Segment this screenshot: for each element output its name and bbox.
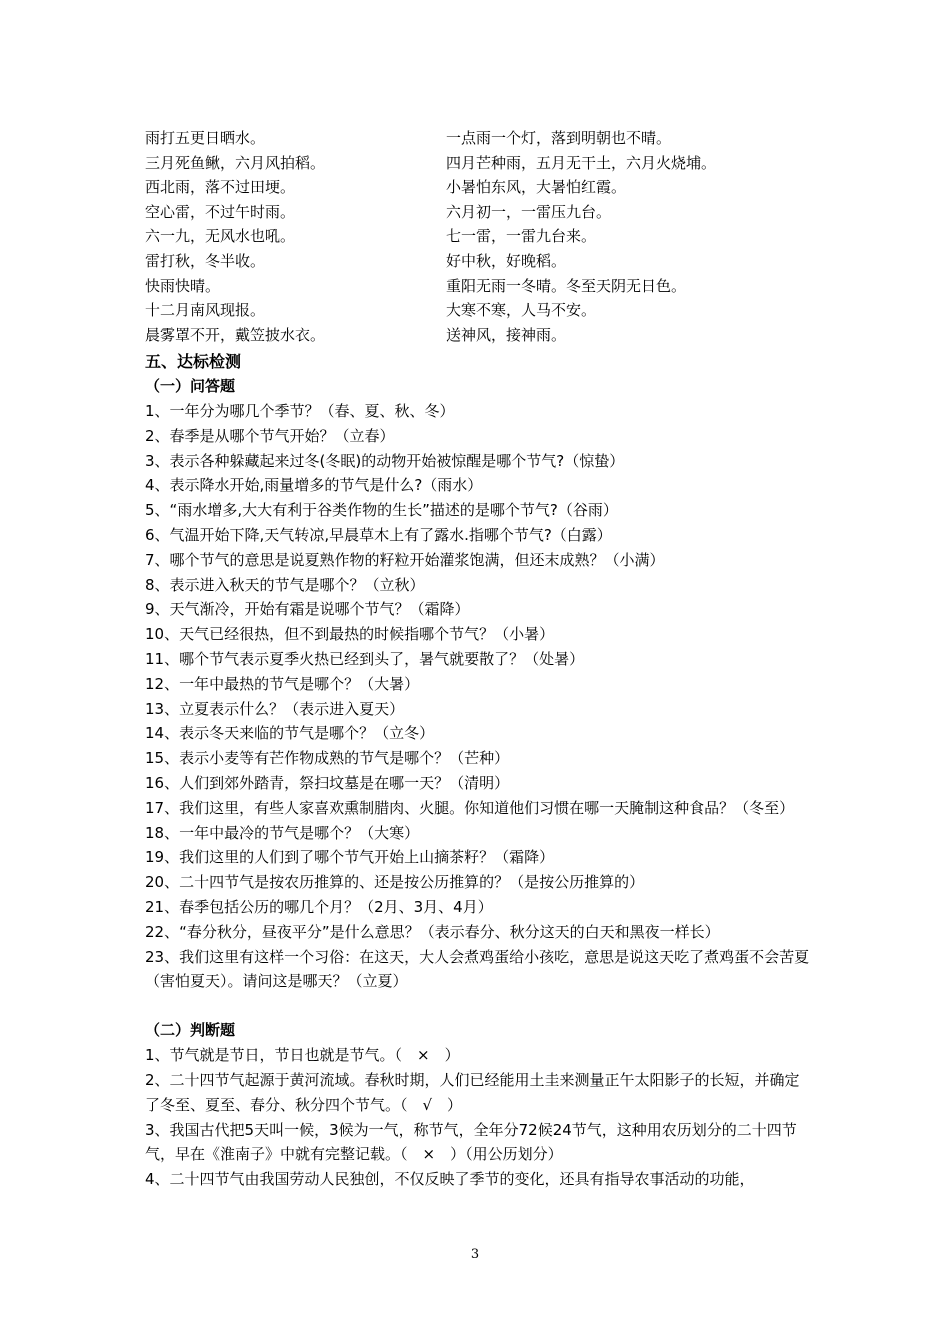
proverb-row [145, 175, 845, 200]
true-false-heading: （二）判断题 [145, 1021, 236, 1040]
proverb-left: 晨雾罩不开，戴笠披水衣。 [145, 325, 326, 344]
proverb-row [145, 274, 845, 299]
proverb-left: 十二月南风现报。 [145, 301, 266, 320]
question-item: 13、立夏表示什么？（表示进入夏天） [145, 699, 405, 718]
proverb-right: 大寒不寒，人马不安。 [446, 301, 597, 320]
question-item: 18、一年中最冷的节气是哪个？（大寒） [145, 823, 420, 842]
question-item: 4、表示降水开始,雨量增多的节气是什么?（雨水） [145, 476, 483, 495]
proverb-left: 快雨快晴。 [145, 276, 221, 295]
proverb-left: 雨打五更日晒水。 [145, 129, 266, 147]
proverb-left: 雷打秋，冬半收。 [145, 251, 266, 270]
proverb-row [145, 224, 845, 249]
proverb-row [145, 298, 845, 323]
judgement-item: 4、二十四节气由我国劳动人民独创，不仅反映了季节的变化，还具有指导农事活动的功能， [145, 1170, 755, 1189]
question-item: 6、气温开始下降,天气转凉,早晨草木上有了露水.指哪个节气?（白露） [145, 525, 612, 544]
proverb-left: 三月死鱼鳅，六月风拍稻。 [145, 153, 326, 172]
qa-heading: （一）问答题 [145, 377, 236, 395]
question-item: 15、表示小麦等有芒作物成熟的节气是哪个？（芒种） [145, 749, 510, 768]
question-item: 5、“雨水增多,大大有利于谷类作物的生长”描述的是哪个节气?（谷雨） [145, 501, 618, 520]
question-item: 10、天气已经很热，但不到最热的时候指哪个节气？（小暑） [145, 625, 555, 644]
proverb-left: 空心雷，不过午时雨。 [145, 202, 296, 221]
assessment-section [145, 350, 810, 1192]
question-item: 8、表示进入秋天的节气是哪个？（立秋） [145, 575, 425, 594]
proverb-right: 小暑怕东风，大暑怕红霞。 [446, 178, 627, 197]
proverb-right: 好中秋，好晚稻。 [446, 251, 567, 270]
question-item: 9、天气渐冷，开始有霜是说哪个节气？（霜降） [145, 600, 470, 619]
question-item: 11、哪个节气表示夏季火热已经到头了，暑气就要散了？（处暑） [145, 649, 585, 668]
proverb-row [145, 323, 845, 348]
proverb-row [145, 126, 845, 151]
question-item: 21、春季包括公历的哪几个月？（2月、3月、4月） [145, 897, 493, 916]
question-item: 3、表示各种躲藏起来过冬(冬眠)的动物开始被惊醒是哪个节气?（惊蛰） [145, 451, 625, 470]
question-item: 20、二十四节气是按农历推算的、还是按公历推算的？（是按公历推算的） [145, 873, 645, 892]
judgement-item: 1、节气就是节日，节日也就是节气。（ × ） [145, 1046, 460, 1065]
proverb-left: 西北雨，落不过田埂。 [145, 178, 296, 197]
spacer [145, 994, 810, 1018]
page-number: 3 [470, 1247, 480, 1262]
proverb-row [145, 249, 845, 274]
proverb-right: 重阳无雨一冬晴。冬至天阴无日色。 [446, 276, 687, 295]
judgement-item: 3、我国古代把5天叫一候，3候为一气，称节气，全年分72候24节气，这种用农历划分的二十四节气，早在《淮南子》中就有完整记载。（ × ）（用公历划分） [145, 1120, 797, 1164]
proverb-left: 六一九，无风水也吼。 [145, 227, 296, 246]
question-item: 17、我们这里，有些人家喜欢熏制腊肉、火腿。你知道他们习惯在哪一天腌制这种食品？（冬至） [145, 798, 795, 817]
judgement-item: 2、二十四节气起源于黄河流域。春秋时期，人们已经能用土圭来测量正午太阳影子的长短，并确定了冬至、夏至、春分、秋分四个节气。（ √ ） [145, 1070, 800, 1114]
proverb-right: 七一雷，一雷九台来。 [446, 227, 597, 246]
proverb-right: 一点雨一个灯，落到明朝也不晴。 [446, 129, 672, 147]
question-item: 1、一年分为哪几个季节？（春、夏、秋、冬） [145, 402, 455, 420]
question-item: 7、哪个节气的意思是说夏熟作物的籽粒开始灌浆饱满，但还末成熟？（小满） [145, 550, 665, 569]
section-heading: 五、达标检测 [145, 352, 242, 371]
question-item: 2、春季是从哪个节气开始？（立春） [145, 426, 395, 445]
question-item: 16、人们到郊外踏青，祭扫坟墓是在哪一天？（清明） [145, 773, 510, 792]
proverb-right: 送神风，接神雨。 [446, 325, 567, 344]
proverb-right: 六月初一，一雷压九台。 [446, 202, 612, 221]
question-item: 14、表示冬天来临的节气是哪个？（立冬） [145, 724, 435, 743]
question-item: 12、一年中最热的节气是哪个？（大暑） [145, 674, 420, 693]
question-item: 19、我们这里的人们到了哪个节气开始上山摘茶籽？（霜降） [145, 848, 555, 867]
proverb-row [145, 200, 845, 225]
weather-proverbs [145, 126, 845, 347]
question-item: 23、我们这里有这样一个习俗：在这天，大人会煮鸡蛋给小孩吃，意思是说这天吃了煮鸡蛋不会苦夏（害怕夏天）。请问这是哪天？（立夏） [145, 947, 810, 991]
proverb-row [145, 151, 845, 176]
question-item: 22、“春分秋分，昼夜平分”是什么意思？（表示春分、秋分这天的白天和黑夜一样长） [145, 922, 720, 941]
proverb-right: 四月芒种雨，五月无干土，六月火烧埔。 [446, 153, 717, 172]
